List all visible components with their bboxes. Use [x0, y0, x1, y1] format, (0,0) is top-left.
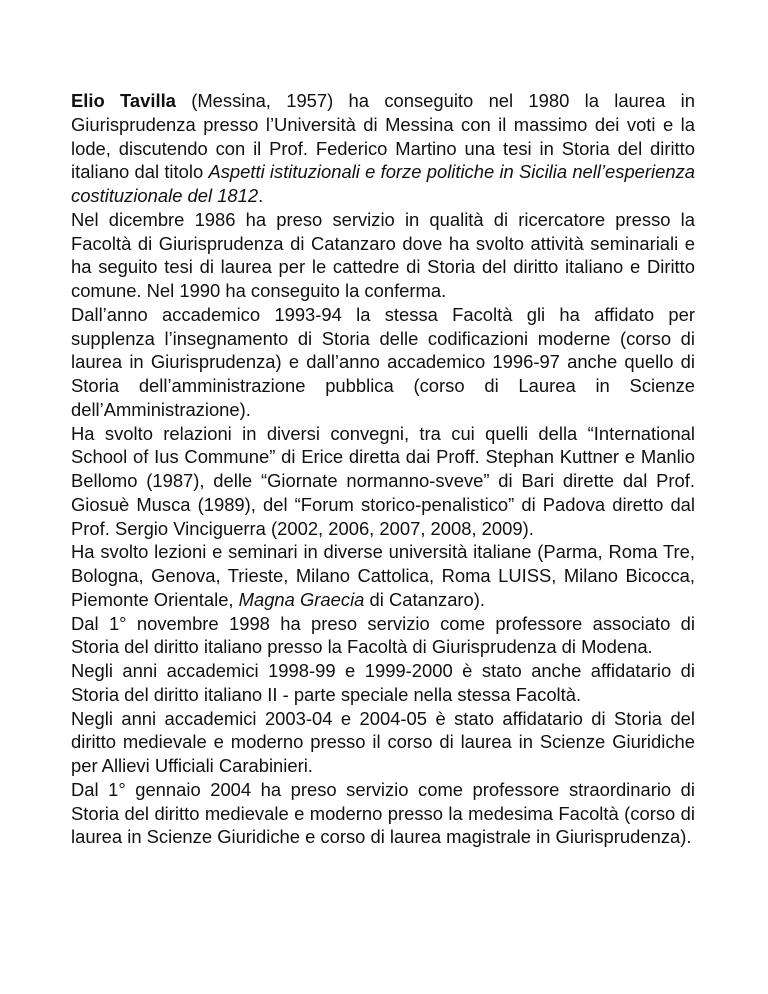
paragraph-affidatario-1998: Negli anni accademici 1998-99 e 1999-2000 è stato anche affidatario di Storia del diritto italiano II - parte speciale nella stessa Facoltà. — [71, 660, 695, 705]
paragraph-associate-professor: Dal 1° novembre 1998 ha preso servizio come professore associato di Storia del diritto italiano presso la Facoltà di Giurisprudenza di Modena. — [71, 612, 695, 658]
paragraph-researcher: Nel dicembre 1986 ha preso servizio in qualità di ricercatore presso la Facoltà di Giurisprudenza di Catanzaro dove ha svolto attività seminariali e ha seguito tesi di laurea per le cattedre di Storia del diritto italiano e Diritto comune. Nel 1990 ha conseguito la conferma. — [71, 208, 695, 301]
paragraph-conferences: Ha svolto relazioni in diversi convegni, tra cui quelli della “International School of Ius Commune” di Erice diretta dai Proff. Stephan Kuttner e Manlio Bellomo (1987), delle “Giornate normanno-sveve” di Bari dirette dal Prof. Giosuè Musca (1989), del “Forum storico-penalistico” di Padova diretto dal Prof. Sergio Vinciguerra (2002, 2006, 2007, 2008, 2009). — [71, 422, 695, 539]
author-name: Elio Tavilla — [71, 90, 176, 111]
paragraph-teaching-assignments: Dall’anno accademico 1993-94 la stessa Facoltà gli ha affidato per supplenza l’insegnamento di Storia delle codificazioni moderne (corso di laurea in Giurisprudenza) e dall’anno accademico 1996-97 anche quello di Storia dell’amministrazione pubblica (corso di Laurea in Scienze dell’Amministrazione). — [71, 303, 695, 420]
lectures-end: di Catanzaro). — [364, 588, 486, 610]
education-end: . — [258, 185, 264, 206]
paragraph-lectures — [71, 540, 695, 611]
thesis-title: Aspetti istituzionali e forze politiche in Sicilia nell’esperienza costituzionale del 1812 — [71, 161, 695, 206]
lectures-text: Ha svolto lezioni e seminari in diverse università italiane (Parma, Roma Tre, Bologna, Genova, Trieste, Milano Cattolica, Roma LUISS, Milano Bicocca, Piemonte Orientale, — [71, 541, 695, 610]
paragraph-affidatario-2003: Negli anni accademici 2003-04 e 2004-05 è stato affidatario di Storia del diritto medievale e moderno presso il corso di laurea in Scienze Giuridiche per Allievi Ufficiali Carabinieri. — [71, 707, 695, 776]
university-name-italic: Magna Graecia — [238, 588, 365, 610]
paragraph-education — [71, 89, 695, 208]
paragraph-full-professor: Dal 1° gennaio 2004 ha preso servizio come professore straordinario di Storia del diritto medievale e moderno presso la medesima Facoltà (corso di laurea in Scienze Giuridiche e corso di laurea magistrale in Giurisprudenza). — [71, 778, 695, 848]
biography-text — [71, 89, 695, 849]
education-text: (Messina, 1957) ha conseguito nel 1980 la laurea in Giurisprudenza presso l’Università di Messina con il massimo dei voti e la lode, discutendo con il Prof. Federico Martino una tesi in Storia del diritto italiano dal titolo — [71, 90, 695, 183]
